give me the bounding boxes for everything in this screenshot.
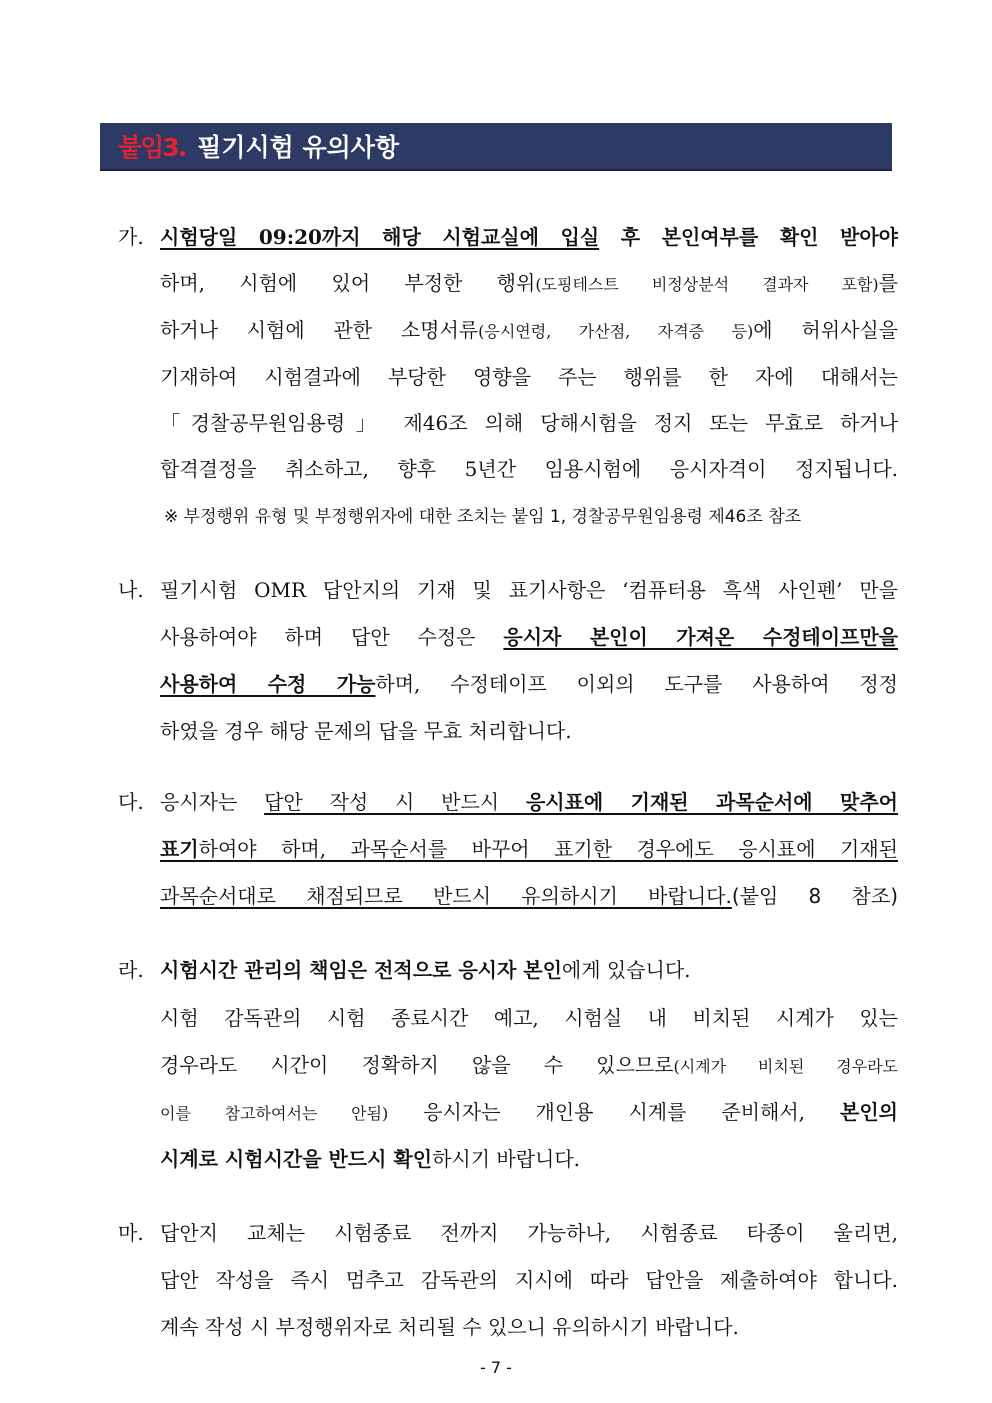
reference-note: ※ 부정행위 유형 및 부정행위자에 대한 조치는 붙임 1, 경찰공무원임용령 제46조 참조 — [164, 507, 802, 527]
section-ma — [118, 1218, 898, 1348]
text-line: 계속 작성 시 부정행위자로 처리될 수 있으니 유의하시기 바랍니다. — [160, 1315, 739, 1339]
section-da — [118, 787, 898, 917]
text-line: 「경찰공무원임용령」 제46조 의해 당해시험을 정지 또는 무효로 하거나 — [160, 411, 898, 435]
text-line: 필기시험 OMR 답안지의 기재 및 표기사항은 ‘컴퓨터용 흑색 사인펜’ 만을 — [160, 578, 898, 602]
section-marker: 나. — [118, 578, 144, 602]
text-line: 응시자는 답안 작성 시 반드시 응시표에 기재된 과목순서에 맞추어 — [160, 790, 898, 814]
text-line: 합격결정을 취소하고, 향후 5년간 임용시험에 응시자격이 정지됩니다. — [160, 457, 898, 481]
text-line: 표기하여야 하며, 과목순서를 바꾸어 표기한 경우에도 응시표에 기재된 — [160, 837, 898, 861]
page-number: - 7 - — [480, 1358, 512, 1377]
text-line: 시험당일 09:20까지 해당 시험교실에 입실 후 본인여부를 확인 받아야 — [160, 225, 899, 249]
text-line: 답안지 교체는 시험종료 전까지 가능하나, 시험종료 타종이 울리면, — [160, 1221, 898, 1245]
text-line: 시험 감독관의 시험 종료시간 예고, 시험실 내 비치된 시계가 있는 — [160, 1006, 898, 1030]
text-line: 시계로 시험시간을 반드시 확인하시기 바랍니다. — [160, 1147, 581, 1171]
text-line: 사용하여 수정 가능하며, 수정테이프 이외의 도구를 사용하여 정정 — [160, 672, 898, 696]
section-header-banner — [100, 123, 892, 171]
section-ra — [118, 955, 898, 1175]
section-marker: 라. — [118, 958, 144, 982]
text-line: 이를 참고하여서는 안됨) 응시자는 개인용 시계를 준비해서, 본인의 — [160, 1100, 899, 1124]
page-title: 필기시험 유의사항 — [197, 133, 400, 162]
text-line: 시험시간 관리의 책임은 전적으로 응시자 본인에게 있습니다. — [160, 958, 691, 982]
text-line: 기재하여 시험결과에 부당한 영향을 주는 행위를 한 자에 대해서는 — [160, 365, 898, 389]
attachment-tag: 붙임3. — [118, 133, 186, 162]
text-line: 사용하여야 하며 답안 수정은 응시자 본인이 가져온 수정테이프만을 — [160, 625, 898, 649]
section-marker: 가. — [118, 225, 144, 249]
section-ga — [118, 222, 898, 542]
text-line: 과목순서대로 채점되므로 반드시 유의하시기 바랍니다.(붙임 8 참조) — [160, 884, 898, 908]
section-marker: 마. — [118, 1221, 144, 1245]
section-marker: 다. — [118, 790, 144, 814]
section-na — [118, 575, 898, 755]
text-line: 하며, 시험에 있어 부정한 행위(도핑테스트 비정상분석 결과자 포함)를 — [160, 271, 898, 295]
text-line: 경우라도 시간이 정확하지 않을 수 있으므로(시계가 비치된 경우라도 — [160, 1053, 898, 1077]
text-line: 하거나 시험에 관한 소명서류(응시연령, 가산점, 자격증 등)에 허위사실을 — [160, 318, 898, 342]
text-line: 답안 작성을 즉시 멈추고 감독관의 지시에 따라 답안을 제출하여야 합니다. — [160, 1268, 898, 1292]
text-line: 하였을 경우 해당 문제의 답을 무효 처리합니다. — [160, 719, 572, 743]
